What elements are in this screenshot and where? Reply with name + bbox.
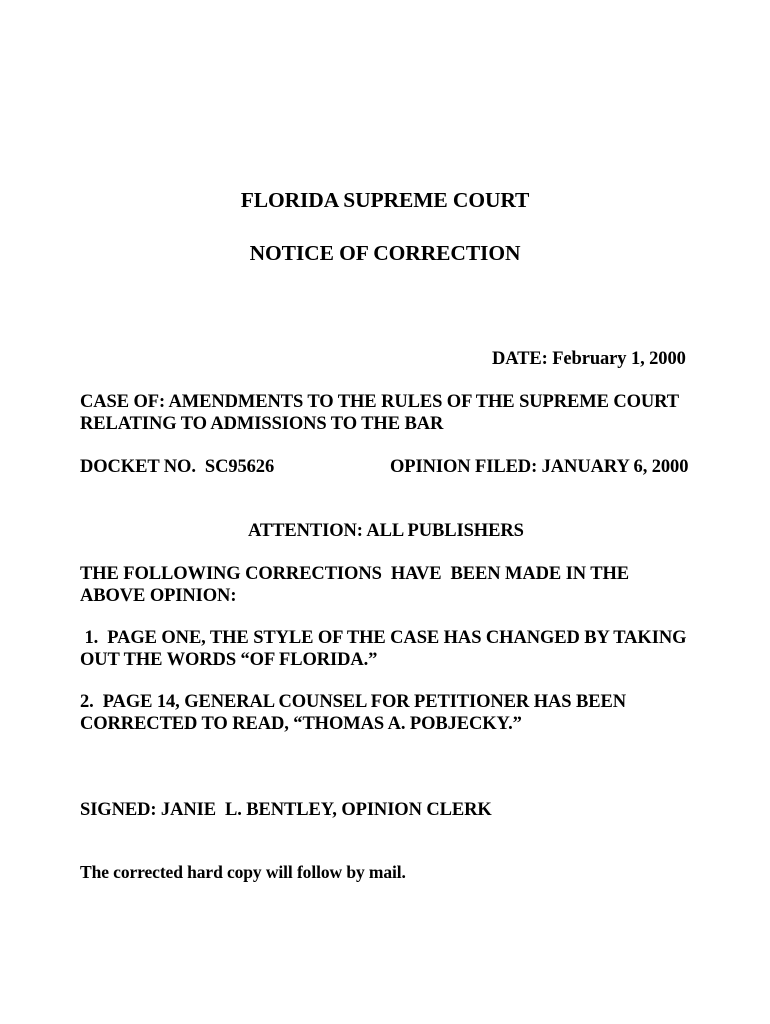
opinion-filed-date: OPINION FILED: JANUARY 6, 2000 bbox=[390, 457, 689, 477]
intro-line-2: ABOVE OPINION: bbox=[80, 586, 237, 606]
correction-2-line-2: CORRECTED TO READ, “THOMAS A. POBJECKY.” bbox=[80, 714, 522, 734]
footer-note: The corrected hard copy will follow by mail. bbox=[80, 862, 406, 882]
court-title: FLORIDA SUPREME COURT bbox=[240, 188, 530, 212]
attention-line: ATTENTION: ALL PUBLISHERS bbox=[248, 521, 524, 541]
correction-1-line-1: 1. PAGE ONE, THE STYLE OF THE CASE HAS CHANGED BY TAKING bbox=[80, 628, 687, 648]
notice-title: NOTICE OF CORRECTION bbox=[249, 241, 521, 265]
correction-2-line-1: 2. PAGE 14, GENERAL COUNSEL FOR PETITIONER HAS BEEN bbox=[80, 692, 626, 712]
case-of-line-2: RELATING TO ADMISSIONS TO THE BAR bbox=[80, 414, 444, 434]
intro-line-1: THE FOLLOWING CORRECTIONS HAVE BEEN MADE IN THE bbox=[80, 564, 630, 584]
notice-date: DATE: February 1, 2000 bbox=[492, 349, 686, 369]
case-of-line-1: CASE OF: AMENDMENTS TO THE RULES OF THE SUPREME COURT bbox=[80, 392, 680, 412]
correction-1-line-2: OUT THE WORDS “OF FLORIDA.” bbox=[80, 650, 378, 670]
docket-number: DOCKET NO. SC95626 bbox=[80, 457, 275, 477]
signature-line: SIGNED: JANIE L. BENTLEY, OPINION CLERK bbox=[80, 800, 492, 820]
